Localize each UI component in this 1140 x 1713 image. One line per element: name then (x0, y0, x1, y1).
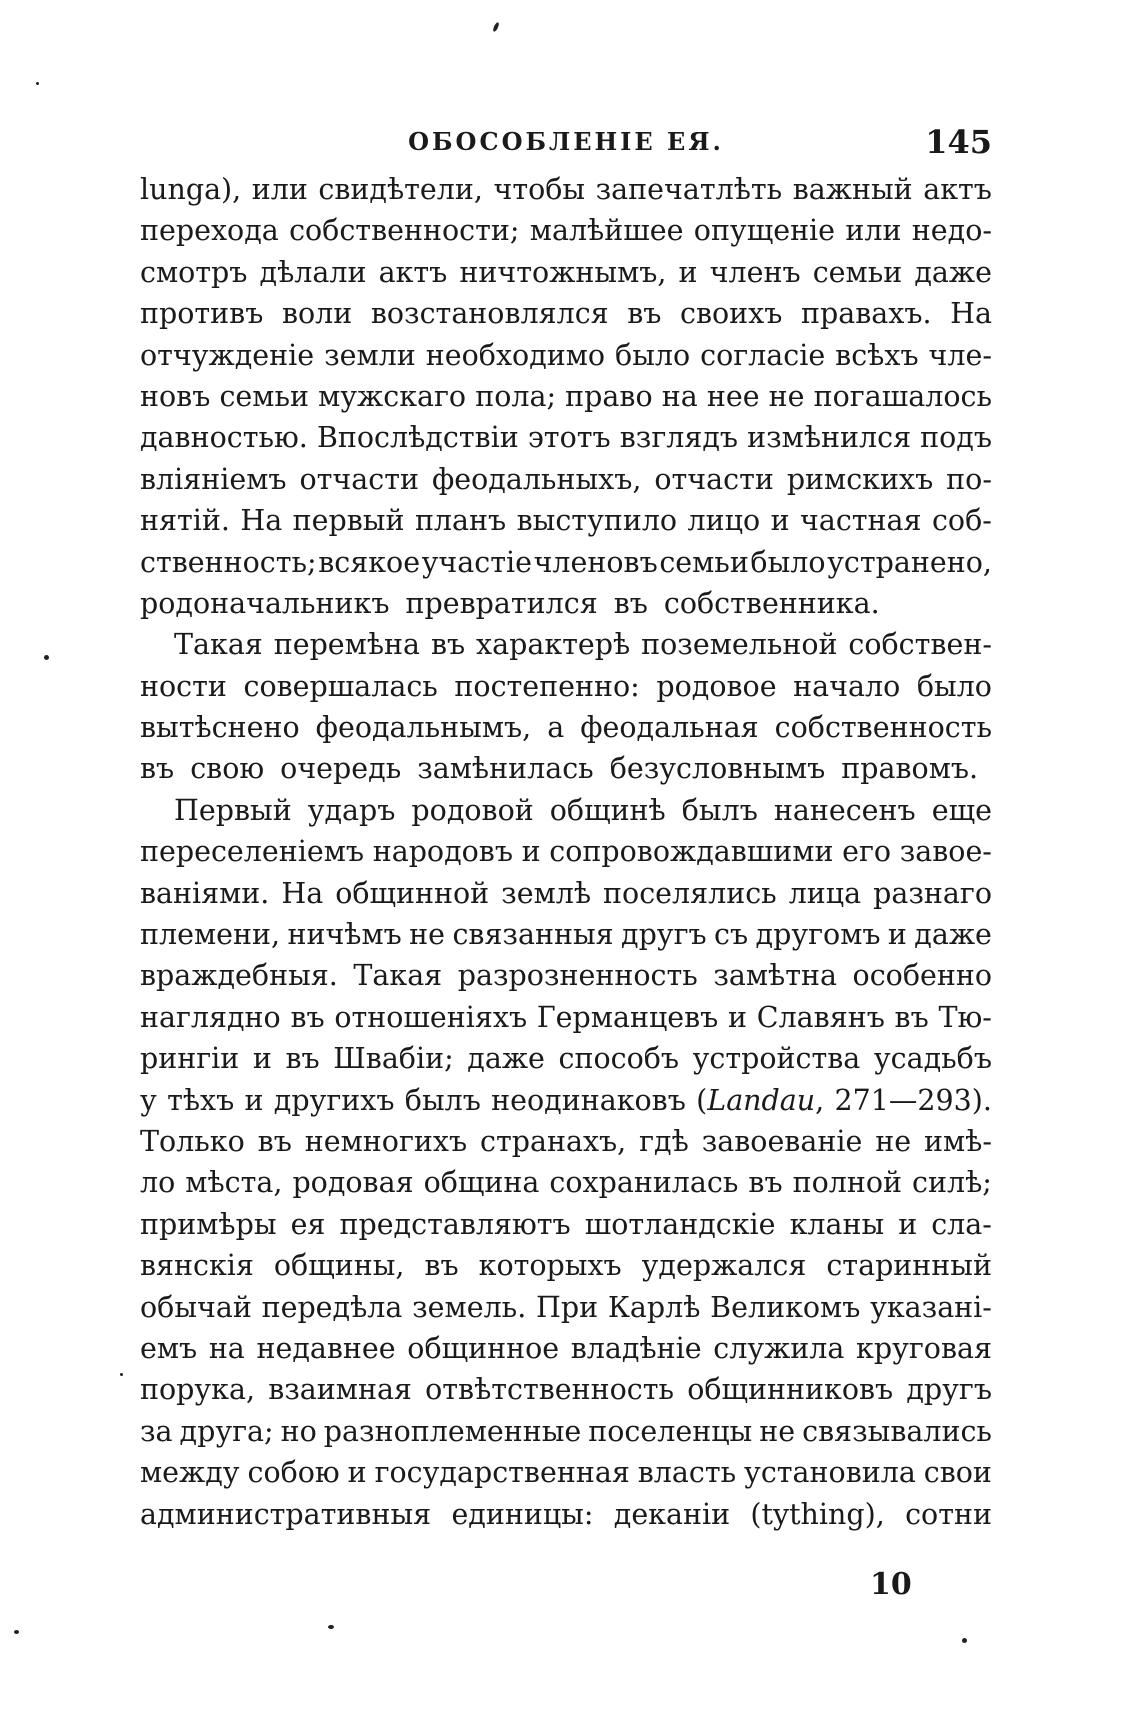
running-head (140, 118, 992, 166)
running-title: ОБОСОБЛЕНІЕ ЕЯ. (408, 127, 724, 156)
text-line: примѣры ея представляютъ шотландскіе кланы и сла- (140, 1207, 992, 1241)
scan-speck (120, 1373, 123, 1376)
text-line: административныя единицы: деканіи (tything), сотни (140, 1497, 992, 1531)
page-number: 145 (925, 123, 992, 161)
text-line: смотръ дѣлали актъ ничтожнымъ, и членъ семьи даже (140, 255, 992, 289)
text-line: рингіи и въ Швабіи; даже способъ устройства усадьбъ (140, 1042, 992, 1076)
text-line: нятій. На первый планъ выступило лицо и частная соб- (140, 504, 992, 538)
text-line: ло мѣста, родовая община сохранилась въ полной силѣ; (140, 1166, 992, 1200)
text-line: новъ семьи мужскаго пола; право на нее не погашалось (140, 379, 992, 413)
text-line: родоначальникъ превратился въ собственника. (140, 586, 880, 620)
text-line: Только въ немногихъ странахъ, гдѣ завоеваніе не имѣ- (140, 1124, 992, 1158)
text-line: Первый ударъ родовой общинѣ былъ нанесенъ еще (174, 793, 992, 827)
text-line: обычай передѣла земель. При Карлѣ Великомъ указані- (140, 1290, 992, 1324)
scan-speck (328, 1625, 334, 1629)
text-line: въ свою очередь замѣнилась безусловнымъ правомъ. (140, 752, 979, 786)
text-line: вянскія общины, въ которыхъ удержался старинный (140, 1249, 992, 1283)
text-line: ности совершалась постепенно: родовое начало было (140, 669, 992, 703)
text-line: lunga), или свидѣтели, чтобы запечатлѣть важный актъ (140, 173, 992, 206)
text-line: давностью. Впослѣдствіи этотъ взглядъ измѣнился подъ (140, 421, 992, 455)
scan-speck (36, 82, 39, 85)
text-line: наглядно въ отношеніяхъ Германцевъ и Славянъ въ Тю- (140, 1000, 992, 1034)
text-line: емъ на недавнее общинное владѣніе служила круговая (140, 1331, 992, 1365)
text-line: перехода собственности; малѣйшее опущеніе или недо- (140, 214, 992, 248)
text-line: за друга; но разноплеменные поселенцы не связывались (140, 1414, 992, 1448)
text-line: у тѣхъ и другихъ былъ неодинаковъ (Landau, 271—293). (140, 1083, 992, 1117)
signature-mark: 10 (870, 1567, 912, 1602)
scan-speck (14, 1630, 19, 1634)
text-line: переселеніемъ народовъ и сопровождавшими его завое- (140, 835, 992, 869)
scan-speck (492, 22, 500, 33)
text-line: племени, ничѣмъ не связанныя другъ съ другомъ и даже (140, 918, 992, 952)
body-text (140, 169, 992, 1535)
text-line: враждебныя. Такая разрозненность замѣтна особенно (140, 959, 992, 993)
text-line: ваніями. На общинной землѣ поселялись лица разнаго (140, 876, 992, 910)
text-line: порука, взаимная отвѣтственность общинниковъ другъ (140, 1373, 992, 1407)
text-line: отчужденіе земли необходимо было согласіе всѣхъ чле- (140, 338, 992, 372)
text-line: вытѣснено феодальнымъ, а феодальная собственность (140, 711, 992, 745)
text-line: противъ воли возстановлялся въ своихъ правахъ. На (140, 297, 992, 331)
text-line: между собою и государственная власть установила свои (140, 1456, 992, 1490)
scan-speck (962, 1638, 967, 1643)
text-line: ственность; всякое участіе членовъ семьи было устранено, (140, 545, 992, 579)
text-line: Такая перемѣна въ характерѣ поземельной собствен- (174, 628, 992, 662)
text-line: вліяніемъ отчасти феодальныхъ, отчасти римскихъ по- (140, 462, 992, 496)
scan-speck (44, 655, 49, 660)
